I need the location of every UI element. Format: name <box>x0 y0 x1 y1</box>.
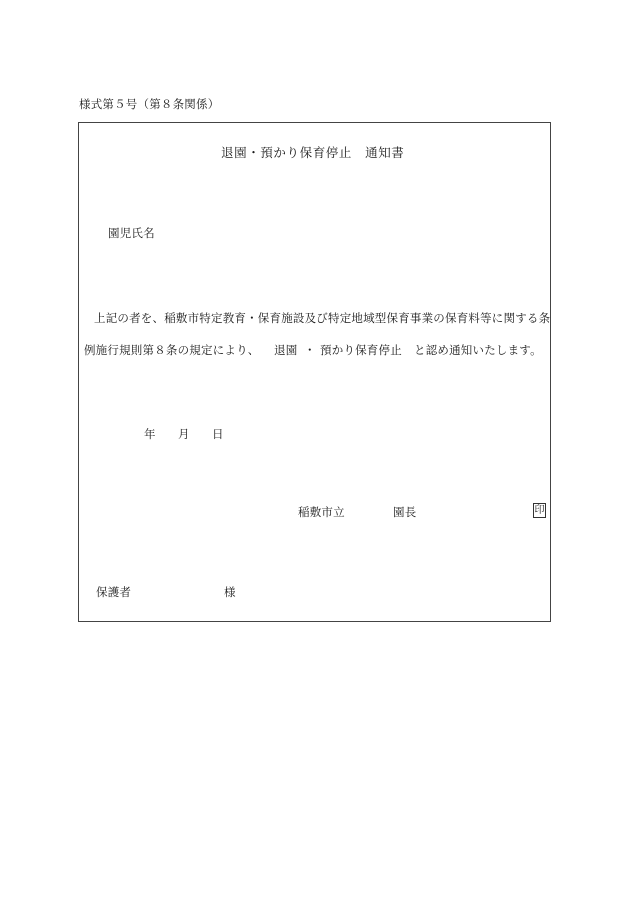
guardian-label: 保護者 <box>96 585 132 599</box>
guardian-honorific: 様 <box>224 585 236 599</box>
form-number: 様式第５号（第８条関係） <box>79 97 220 111</box>
date-day-label: 日 <box>212 427 224 441</box>
option-stop-care: 預かり保育停止 <box>320 343 402 357</box>
child-name-label: 園児氏名 <box>108 226 155 240</box>
date-year-label: 年 <box>144 427 156 441</box>
date-month-label: 月 <box>178 427 190 441</box>
document-title: 退園・預かり保育停止 通知書 <box>221 145 405 160</box>
option-separator: ・ <box>304 343 316 357</box>
option-withdrawal: 退園 <box>274 343 298 357</box>
body-line-2-after: と認め通知いたします。 <box>414 343 542 357</box>
form-frame <box>78 122 551 622</box>
body-line-2-before: 例施行規則第８条の規定により、 <box>84 343 260 357</box>
seal-mark: 印 <box>534 505 545 516</box>
issuer-city-label: 稲敷市立 <box>298 505 345 519</box>
body-line-1: 上記の者を、稲敷市特定教育・保育施設及び特定地域型保育事業の保育料等に関する条 <box>94 311 551 325</box>
principal-label: 園長 <box>393 505 417 519</box>
